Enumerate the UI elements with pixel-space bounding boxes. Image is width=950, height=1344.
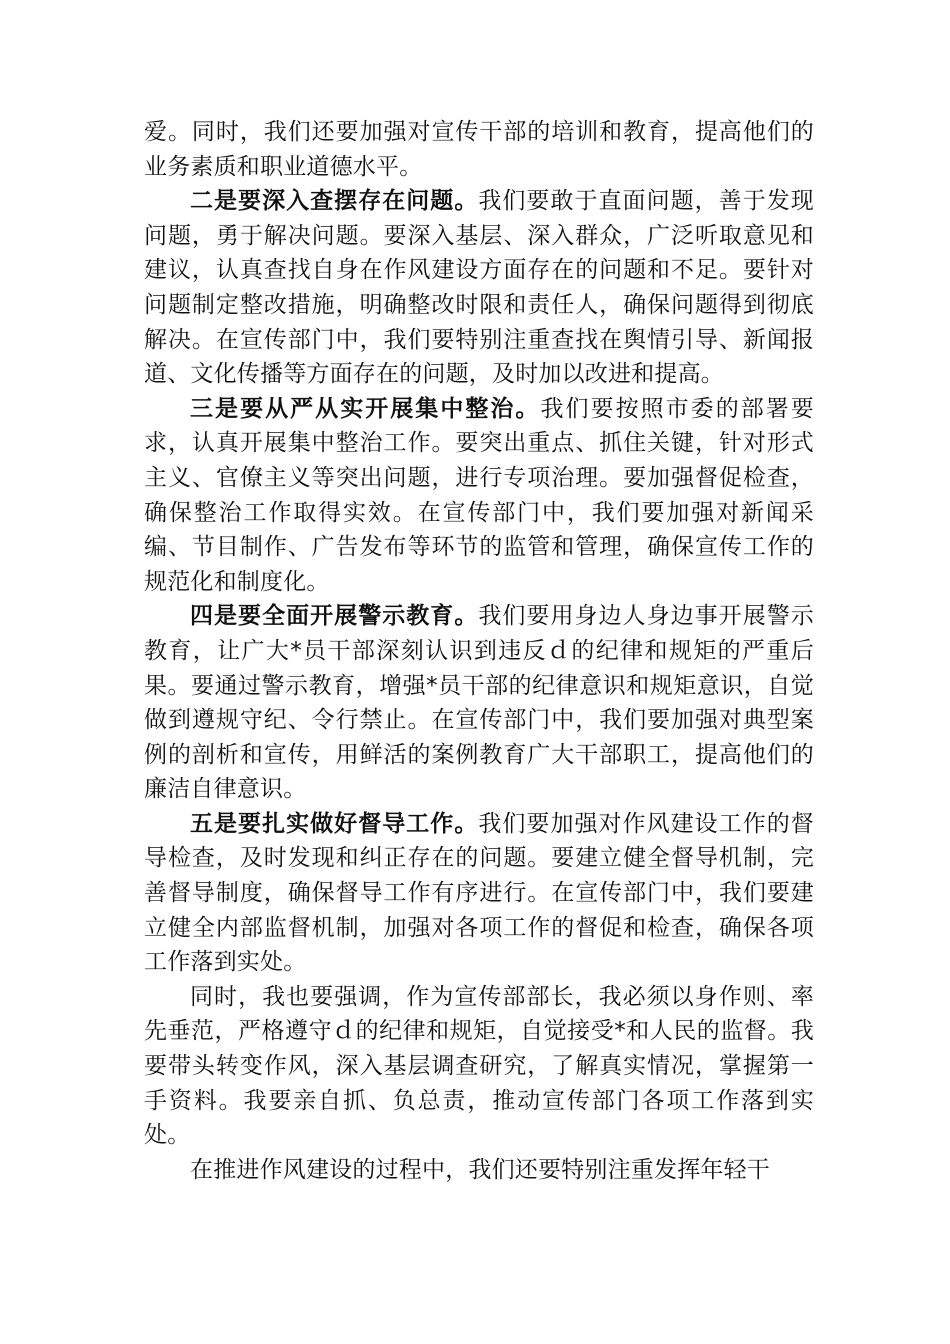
paragraph-lead: 三是要从严从实开展集中整治。 [190,395,541,422]
paragraph-text: 同时，我也要强调，作为宣传部部长，我必须以身作则、率先垂范，严格遵守ｄ的纪律和规矩，自觉接受*和人民的监督。我要带头转变作风，深入基层调查研究，了解真实情况，掌握第一手资料。我要亲自抓、负总责，推动宣传部门各项工作落到实处。 [144,983,814,1149]
document-page [144,115,814,1187]
paragraph-text: 我们要加强对作风建设工作的督导检查，及时发现和纠正存在的问题。要建立健全督导机制，完善督导制度，确保督导工作有序进行。在宣传部门中，我们要建立健全内部监督机制，加强对各项工作的督促和检查，确保各项工作落到实处。 [144,810,814,976]
paragraph-point-three [144,392,814,600]
paragraph-young-cadres [144,1153,814,1188]
paragraph-text: 爱。同时，我们还要加强对宣传干部的培训和教育，提高他们的业务素质和职业道德水平。 [144,119,814,180]
paragraph-lead: 五是要扎实做好督导工作。 [190,810,479,837]
paragraph-point-four [144,599,814,807]
paragraph-text: 我们要用身边人身边事开展警示教育，让广大*员干部深刻认识到违反ｄ的纪律和规矩的严重后果。要通过警示教育，增强*员干部的纪律意识和规矩意识，自觉做到遵规守纪、令行禁止。在宣传部门中，我们要加强对典型案例的剖析和宣传，用鲜活的案例教育广大干部职工，提高他们的廉洁自律意识。 [144,603,814,803]
paragraph-text: 我们要敢于直面问题，善于发现问题，勇于解决问题。要深入基层、深入群众，广泛听取意见和建议，认真查找自身在作风建设方面存在的问题和不足。要针对问题制定整改措施，明确整改时限和责任人，确保问题得到彻底解决。在宣传部门中，我们要特别注重查找在舆情引导、新闻报道、文化传播等方面存在的问题，及时加以改进和提高。 [144,188,814,388]
paragraph-continued [144,115,814,184]
paragraph-lead: 二是要深入查摆存在问题。 [190,188,479,215]
paragraph-text: 我们要按照市委的部署要求，认真开展集中整治工作。要突出重点、抓住关键，针对形式主义、官僚主义等突出问题，进行专项治理。要加强督促检查，确保整治工作取得实效。在宣传部门中，我们要加强对新闻采编、节目制作、广告发布等环节的监管和管理，确保宣传工作的规范化和制度化。 [144,395,814,595]
paragraph-point-two [144,184,814,392]
paragraph-lead: 四是要全面开展警示教育。 [190,603,479,630]
paragraph-self-commitment [144,980,814,1153]
paragraph-point-five [144,807,814,980]
paragraph-text: 在推进作风建设的过程中，我们还要特别注重发挥年轻干 [190,1156,770,1183]
